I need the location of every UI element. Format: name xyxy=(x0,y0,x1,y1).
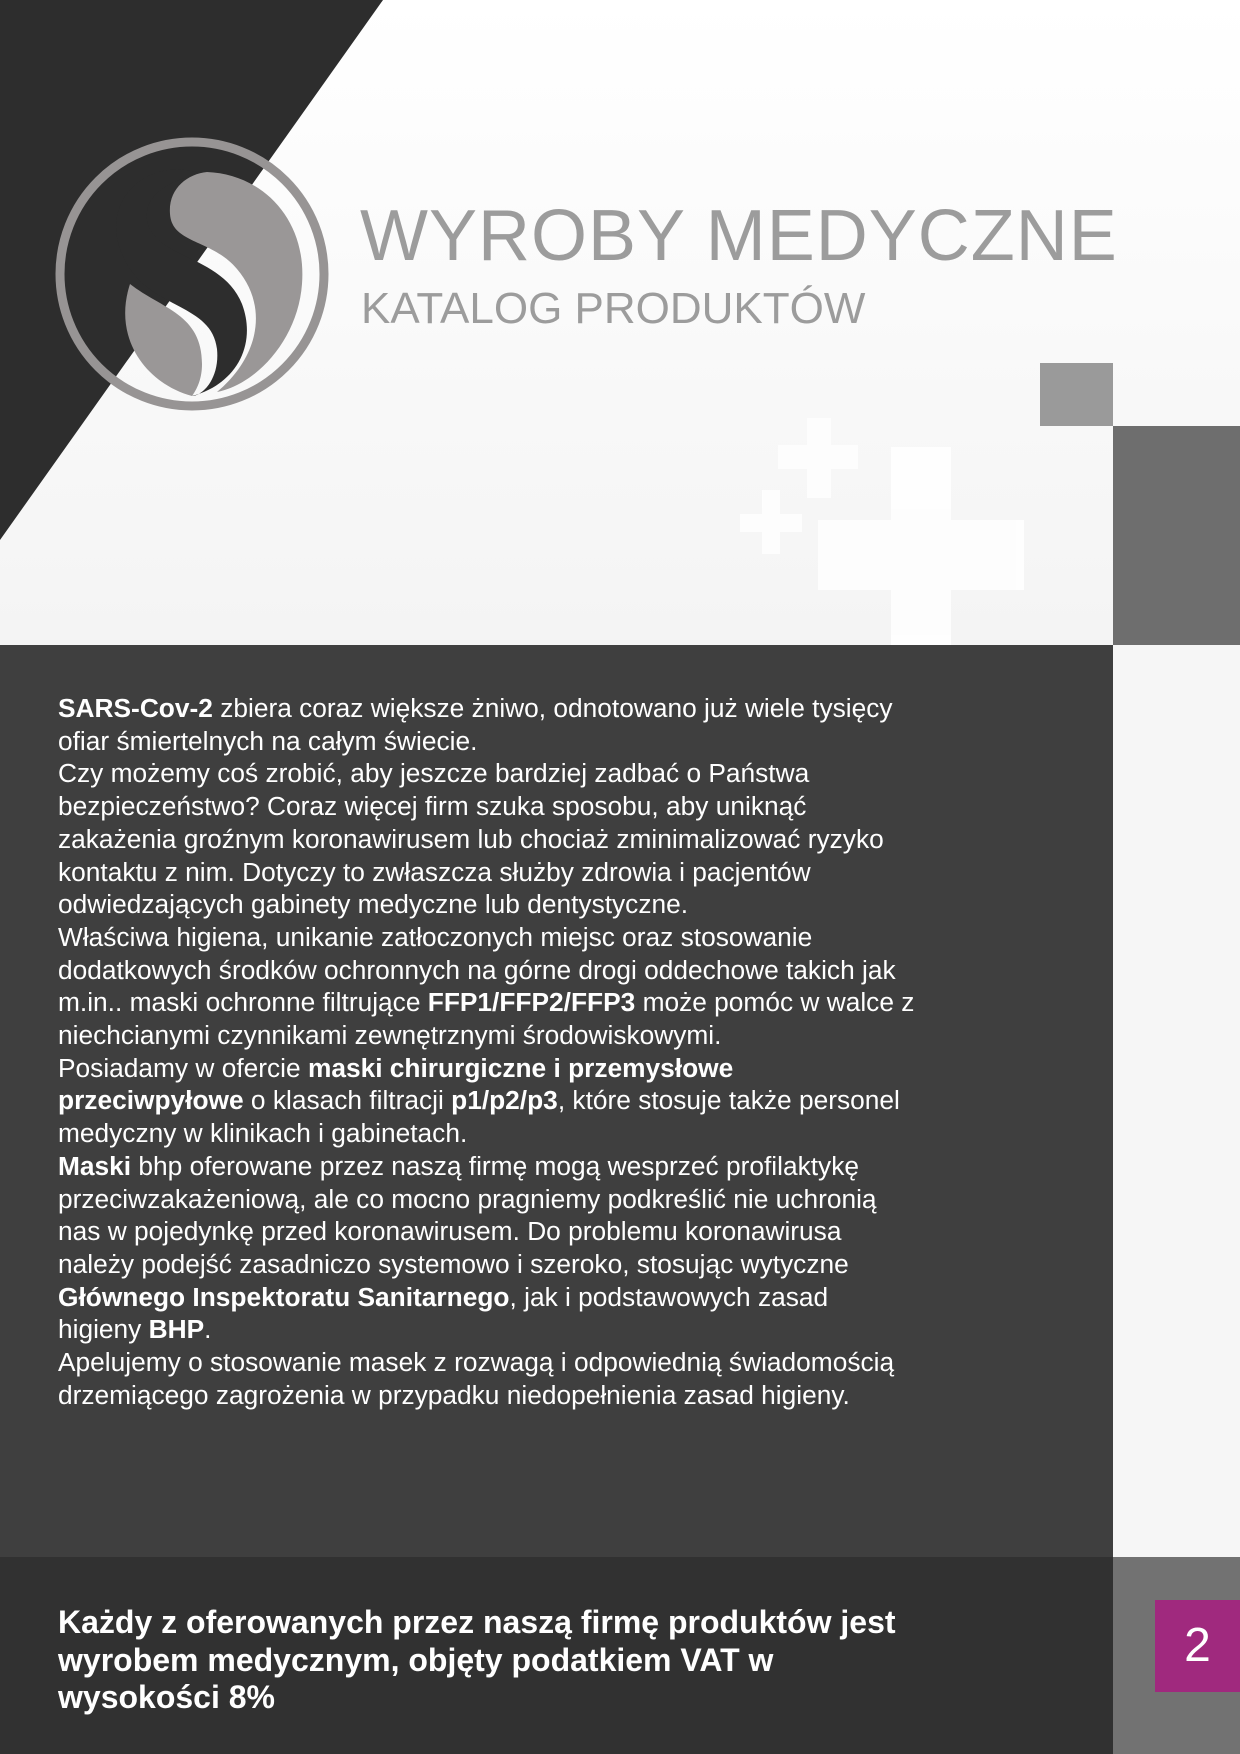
brand-logo-icon xyxy=(52,134,332,414)
bold-text-run: Maski xyxy=(58,1150,132,1181)
text-run: Apelujemy o stosowanie masek z rozwagą i odpowiednią świadomością drzemiącego zagrożenia w przypadku niedopełnienia zasad higieny. xyxy=(58,1347,895,1410)
page-title: WYROBY MEDYCZNE xyxy=(360,196,1118,276)
header xyxy=(0,0,1240,645)
text-run: . xyxy=(204,1314,212,1345)
bold-text-run: Głównego Inspektoratu Sanitarnego xyxy=(58,1281,510,1312)
text-run: Właściwa higiena, unikanie zatłoczonych miejsc oraz stosowanie dodatkowych środków ochronnych na górne drogi oddechowe takich jak m.in.. maski ochronne filtrujące xyxy=(58,921,896,1018)
text-run: o klasach filtracji xyxy=(243,1085,452,1116)
text-run: , które stosuje także personel medyczny w klinikach i gabinetach. xyxy=(58,1085,900,1149)
medical-cross-icon xyxy=(720,410,1040,645)
body-paragraph xyxy=(58,921,918,1052)
text-run: może pomóc w walce z niechcianymi czynnikami zewnętrznymi środowiskowymi. xyxy=(58,987,915,1051)
body-paragraph xyxy=(58,1150,918,1346)
right-strip xyxy=(1113,645,1240,1557)
text-run: zbiera coraz większe żniwo, odnotowano już wiele tysięcy ofiar śmiertelnych na całym świecie. xyxy=(58,693,893,756)
page-number-badge: 2 xyxy=(1155,1600,1240,1692)
body-paragraph xyxy=(58,692,918,757)
text-run: , jak i podstawowych zasad higieny xyxy=(58,1281,829,1345)
page-subtitle: KATALOG PRODUKTÓW xyxy=(361,284,866,333)
bold-text-run: BHP xyxy=(148,1314,205,1345)
decorative-square-dark xyxy=(1113,426,1240,645)
text-run: Czy możemy coś zrobić, aby jeszcze bardziej zadbać o Państwa bezpieczeństwo? Coraz więcej firm szuka sposobu, aby uniknąć zakażenia groźnym koronawirusem lub chociaż zminimalizować ryzyko kontaktu z nim. Dotyczy to zwłaszcza służby zdrowia i pacjentów odwiedzających gabinety medyczne lub dentystyczne. xyxy=(58,758,884,920)
bold-text-run: maski chirurgiczne i przemysłowe przeciwpyłowe xyxy=(58,1052,734,1116)
body-paragraph xyxy=(58,1052,918,1150)
body-paragraph xyxy=(58,757,918,921)
text-run: bhp oferowane przez naszą firmę mogą wesprzeć profilaktykę przeciwzakażeniową, ale co mocno pragniemy podkreślić nie uchronią nas w pojedynkę przed koronawirusem. Do problemu koronawirusa należy podejść zasadniczo systemowo i szeroko, stosując wytyczne xyxy=(58,1150,877,1279)
vat-notice: Każdy z oferowanych przez naszą firmę produktów jest wyrobem medycznym, objęty podatkiem VAT w wysokości 8% xyxy=(58,1604,896,1715)
bold-text-run: FFP1/FFP2/FFP3 xyxy=(427,987,636,1018)
decorative-square-light xyxy=(1040,363,1113,426)
bold-text-run: SARS-Cov-2 xyxy=(58,693,213,723)
bold-text-run: p1/p2/p3 xyxy=(451,1085,558,1116)
body-paragraph xyxy=(58,1346,918,1411)
body-text xyxy=(58,692,918,1411)
text-run: Posiadamy w ofercie xyxy=(58,1052,308,1083)
